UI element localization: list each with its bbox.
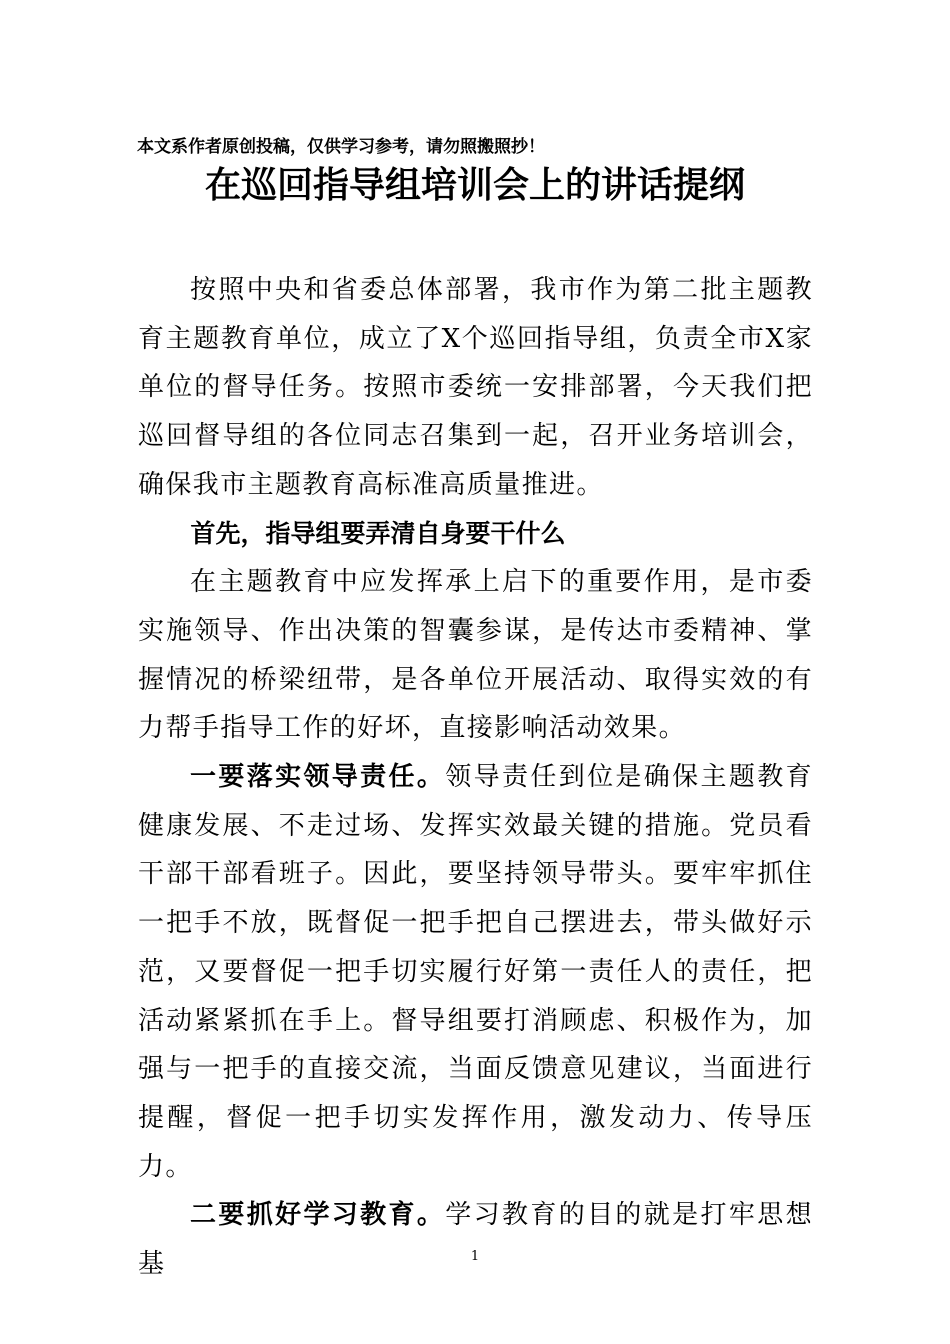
point-two-lead: 二要抓好学习教育。 xyxy=(190,1200,446,1231)
point-one-lead: 一要落实领导责任。 xyxy=(190,762,446,793)
copyright-notice: 本文系作者原创投稿，仅供学习参考，请勿照搬照抄！ xyxy=(137,137,545,157)
point-two-text: 学习教育的目的就是打牢思想基 xyxy=(138,1200,814,1280)
intro-paragraph: 按照中央和省委总体部署，我市作为第二批主题教育主题教育单位，成立了X个巡回指导组，负责全市X家单位的督导任务。按照市委统一安排部署，今天我们把巡回督导组的各位同志召集到一起，召开业务培训会，确保我市主题教育高标准高质量推进。 xyxy=(138,275,813,500)
point-one-text: 领导责任到位是确保主题教育健康发展、不走过场、发挥实效最关键的措施。党员看干部干部看班子。因此，要坚持领导带头。要牢牢抓住一把手不放，既督促一把手把自己摆进去，带头做好示范，又要督促一把手切实履行好第一责任人的责任，把活动紧紧抓在手上。督导组要打消顾虑、积极作为，加强与一把手的直接交流，当面反馈意见建议，当面进行提醒，督促一把手切实发挥作用，激发动力、传导压力。 xyxy=(138,762,814,1182)
point-one-paragraph xyxy=(138,753,813,1191)
page-number: 1 xyxy=(470,1249,480,1264)
role-paragraph: 在主题教育中应发挥承上启下的重要作用，是市委实施领导、作出决策的智囊参谋，是传达市委精神、掌握情况的桥梁纽带，是各单位开展活动、取得实效的有力帮手指导工作的好坏，直接影响活动效果。 xyxy=(138,567,813,744)
section-heading: 首先，指导组要弄清自身要干什么 xyxy=(190,518,566,548)
point-two-paragraph xyxy=(138,1191,813,1288)
document-title: 在巡回指导组培训会上的讲话提纲 xyxy=(204,164,745,206)
document-body xyxy=(138,266,813,1289)
